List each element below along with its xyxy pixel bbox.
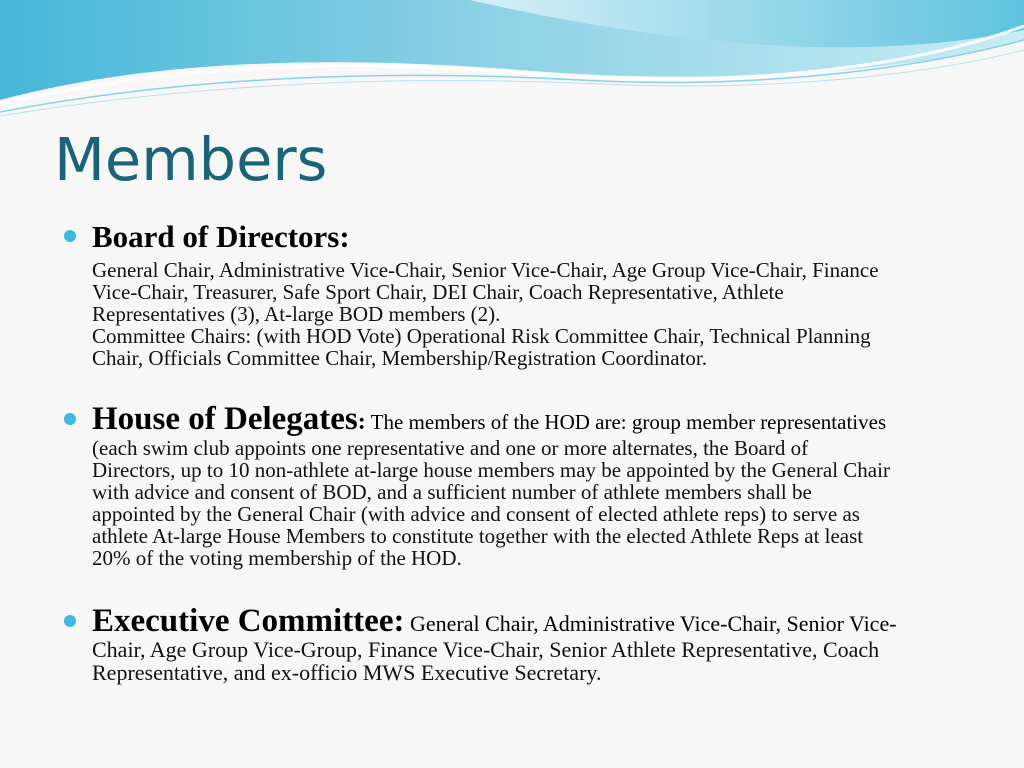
heading-text: Executive Committee: xyxy=(92,603,405,639)
bullet-heading-hod xyxy=(92,401,886,438)
body-line: Committee Chairs: (with HOD Vote) Operational Risk Committee Chair, Technical Planning xyxy=(92,324,871,348)
body-line: Chair, Age Group Vice-Group, Finance Vice-Chair, Senior Athlete Representative, Coach xyxy=(92,637,880,662)
heading-colon: : xyxy=(357,409,366,435)
heading-text: House of Delegates xyxy=(92,401,358,437)
bullet-heading-board: Board of Directors: xyxy=(92,219,350,254)
heading-continuation: General Chair, Administrative Vice-Chair, Senior Vice- xyxy=(404,611,897,636)
body-line: with advice and consent of BOD, and a sufficient number of athlete members shall be xyxy=(92,480,812,504)
bullet-body-executive xyxy=(92,638,972,684)
body-line: Vice-Chair, Treasurer, Safe Sport Chair, DEI Chair, Coach Representative, Athlete xyxy=(92,280,784,304)
body-line: (each swim club appoints one representative and one or more alternates, the Board of xyxy=(92,436,809,460)
bullet-dot-icon xyxy=(64,230,76,242)
body-line: Directors, up to 10 non-athlete at-large house members may be appointed by the General Chair xyxy=(92,458,890,482)
body-line: athlete At-large House Members to constitute together with the elected Athlete Reps at least xyxy=(92,524,864,548)
bullet-dot-icon xyxy=(64,615,76,627)
body-line: appointed by the General Chair (with advice and consent of elected athlete reps) to serve as xyxy=(92,502,860,526)
slide-title: Members xyxy=(54,125,328,194)
bullet-dot-icon xyxy=(64,413,76,425)
bullet-body-hod xyxy=(92,437,972,569)
body-line: General Chair, Administrative Vice-Chair, Senior Vice-Chair, Age Group Vice-Chair, Finance xyxy=(92,258,879,282)
body-line: Representatives (3), At-large BOD members (2). xyxy=(92,302,501,326)
bullet-heading-executive xyxy=(92,603,897,640)
body-line: Chair, Officials Committee Chair, Membership/Registration Coordinator. xyxy=(92,346,707,370)
body-line: Representative, and ex-officio MWS Executive Secretary. xyxy=(92,660,602,685)
bullet-body-board xyxy=(92,259,972,369)
body-line: 20% of the voting membership of the HOD. xyxy=(92,546,462,570)
heading-continuation: The members of the HOD are: group member representatives xyxy=(365,410,887,434)
header-wave-decoration xyxy=(0,0,1024,130)
